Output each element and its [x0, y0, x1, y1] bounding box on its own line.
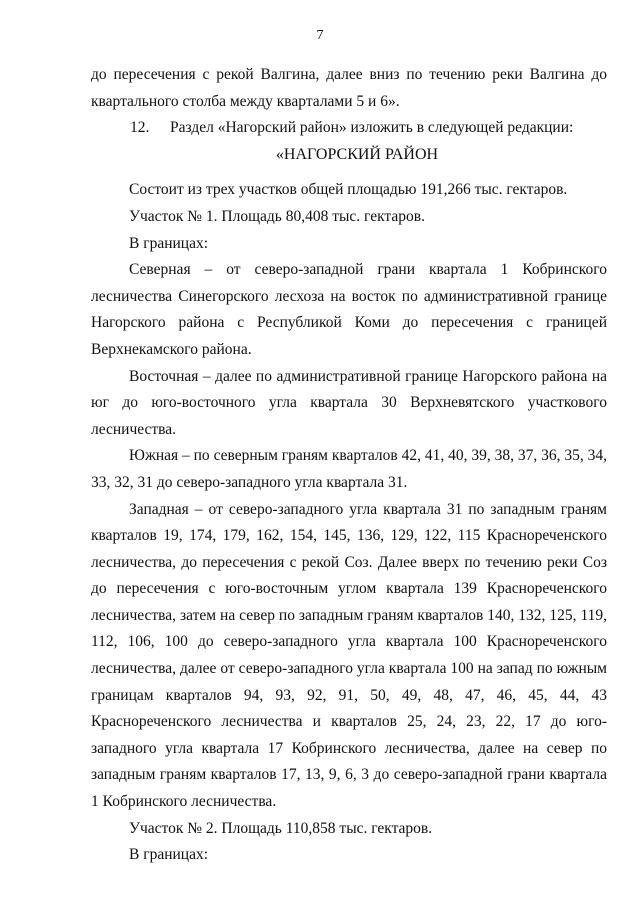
area-summary: Состоит из трех участков общей площадью 191,266 тыс. гектаров.	[129, 181, 568, 199]
east-boundary: Восточная – далее по административной границе Нагорского района на юг до юго-восточного угла квартала 30 Верхневятского участкового лесничества.	[91, 367, 607, 438]
paragraph-continuation: до пересечения с рекой Валгина, далее вниз по течению реки Валгина до квартального столба между кварталами 5 и 6».	[91, 66, 607, 110]
plot-1-heading: Участок № 1. Площадь 80,408 тыс. гектаров.	[129, 207, 425, 225]
item-12-paragraph	[91, 115, 607, 142]
boundaries-label-1: В границах:	[129, 234, 209, 252]
west-boundary: Западная – от северо-западного угла квартала 31 по западным граням кварталов 19, 174, 179, 162, 154, 145, 136, 129, 122, 115 Краснореченского лесничества, до пересечения с рекой Соз. Далее вверх по течению реки Соз до пересечения с юго-восточным углом квартала 139 Краснореченского лесничества, затем на север по западным граням кварталов 140, 132, 125, 119, 112, 106, 100 до северо-западного угла квартала 100 Краснореченского лесничества, далее от северо-западного угла квартала 100 на запад по южным границам кварталов 94, 93, 92, 91, 50, 49, 48, 47, 46, 45, 44, 43 Краснореченского лесничества и кварталов 25, 24, 23, 22, 17 до юго-западного угла квартала 17 Кобринского лесничества, далее на север по западным граням кварталов 17, 13, 9, 6, 3 до северо-западной грани квартала 1 Кобринского лесничества.	[91, 500, 607, 811]
section-title: «НАГОРСКИЙ РАЙОН	[275, 145, 439, 163]
item-12-text: Раздел «Нагорский район» изложить в следующей редакции:	[170, 119, 574, 137]
document-body	[91, 62, 607, 869]
south-boundary: Южная – по северным граням кварталов 42, 41, 40, 39, 38, 37, 36, 35, 34, 33, 32, 31 до северо-западного угла квартала 31.	[91, 447, 607, 491]
boundaries-label-2: В границах:	[129, 846, 209, 864]
item-number: 12.	[130, 119, 150, 137]
north-boundary: Северная – от северо-западной грани квартала 1 Кобринского лесничества Синегорского лесхоза на восток по административной границе Нагорского района с Республикой Коми до пересечения с границей Верхнекамского района.	[91, 261, 607, 358]
plot-2-heading: Участок № 2. Площадь 110,858 тыс. гектаров.	[129, 819, 433, 837]
page-number: 7	[316, 28, 324, 43]
